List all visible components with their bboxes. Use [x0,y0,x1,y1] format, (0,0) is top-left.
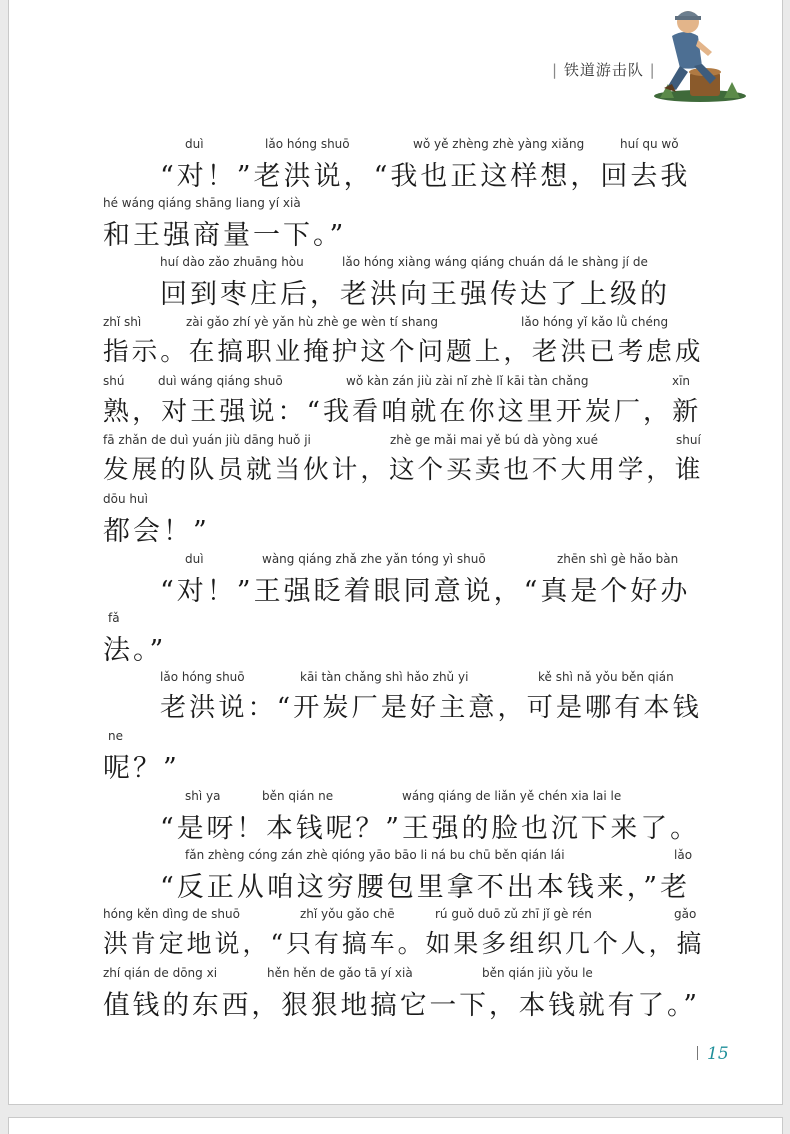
pinyin-annotation: ne [108,729,123,743]
pinyin-annotation: gǎo [674,907,697,921]
chinese-text: “是呀！本钱呢？”王强的脸也沉下来了。 [160,813,700,844]
header-bar-left: | [552,61,559,79]
chinese-text: 老洪说：“开炭厂是好主意，可是哪有本钱 [160,693,702,723]
book-title: 铁道游击队 [563,61,644,79]
chinese-text: 值钱的东西，狠狠地搞它一下，本钱就有了。” [103,990,701,1021]
pinyin-annotation: lǎo hóng xiàng wáng qiáng chuán dá le shàng jí de [342,255,648,269]
pinyin-annotation: wǒ yě zhèng zhè yàng xiǎng [413,137,585,151]
pinyin-annotation: shú [103,374,125,388]
chinese-text: 和王强商量一下。” [103,220,347,251]
folio-divider [697,1046,698,1060]
pinyin-annotation: wàng qiáng zhǎ zhe yǎn tóng yì shuō [262,552,486,566]
pinyin-annotation: huí qu wǒ [620,137,679,151]
pinyin-annotation: rú guǒ duō zǔ zhī jǐ gè rén [435,907,592,921]
chinese-text: 指示。在搞职业掩护这个问题上，老洪已考虑成 [103,337,704,367]
text-line [0,907,790,967]
text-line [0,433,790,493]
pinyin-annotation: fǎn zhèng cóng zán zhè qióng yāo bāo li ná bu chū běn qián lái [185,848,565,862]
pinyin-annotation: lǎo hóng shuō [265,137,350,151]
text-line [0,789,790,849]
text-line [0,670,790,730]
text-line [0,255,790,315]
pinyin-annotation: duì [185,137,204,151]
chinese-text: 回到枣庄后，老洪向王强传达了上级的 [160,279,670,310]
pinyin-annotation: zài gǎo zhí yè yǎn hù zhè ge wèn tí shang [186,315,438,329]
next-page-edge [8,1117,783,1134]
pinyin-annotation: zhí qián de dōng xi [103,966,218,980]
text-line [0,729,790,789]
pinyin-annotation: huí dào zǎo zhuāng hòu [160,255,304,269]
pinyin-annotation: shì ya [185,789,221,803]
pinyin-annotation: hóng kěn dìng de shuō [103,907,240,921]
text-line [0,848,790,908]
chinese-text: 呢？” [103,753,180,784]
pinyin-annotation: zhǐ shì [103,315,142,329]
pinyin-annotation: běn qián ne [262,789,334,803]
pinyin-annotation: zhè ge mǎi mai yě bú dà yòng xué [390,433,598,447]
chinese-text: 都会！” [103,516,210,547]
pinyin-annotation: duì wáng qiáng shuō [158,374,283,388]
page-number: 15 [707,1044,729,1064]
pinyin-annotation: hěn hěn de gǎo tā yí xià [267,966,413,980]
pinyin-annotation: lǎo hóng shuō [160,670,245,684]
chinese-text: 法。” [103,635,167,666]
pinyin-annotation: shuí [676,433,701,447]
pinyin-annotation: kāi tàn chǎng shì hǎo zhǔ yi [300,670,469,684]
text-line [0,492,790,552]
guerrilla-illustration [650,0,750,104]
pinyin-annotation: fǎ [108,611,120,625]
pinyin-annotation: hé wáng qiáng shāng liang yí xià [103,196,301,210]
pinyin-annotation: běn qián jiù yǒu le [482,966,593,980]
pinyin-annotation: wǒ kàn zán jiù zài nǐ zhè lǐ kāi tàn chǎng [346,374,589,388]
pinyin-annotation: zhǐ yǒu gǎo chē [300,907,395,921]
pinyin-annotation: kě shì nǎ yǒu běn qián [538,670,674,684]
chinese-text: 发展的队员就当伙计，这个买卖也不大用学，谁 [103,455,704,485]
header-bar-right: | [649,61,656,79]
chinese-text: “反正从咱这穷腰包里拿不出本钱来，”老 [160,872,691,903]
text-line [0,552,790,612]
chinese-text: 洪肯定地说，“只有搞车。如果多组织几个人，搞 [103,929,705,958]
pinyin-annotation: xīn [672,374,691,388]
pinyin-annotation: duì [185,552,204,566]
text-line [0,374,790,434]
pinyin-annotation: dōu huì [103,492,148,506]
chinese-text: 熟，对王强说：“我看咱就在你这里开炭厂，新 [103,397,702,427]
chinese-text: “对！”王强眨着眼同意说，“真是个好办 [160,576,691,607]
text-line [0,966,790,1026]
pinyin-annotation: zhēn shì gè hǎo bàn [557,552,679,566]
chinese-text: “对！”老洪说，“我也正这样想，回去我 [160,161,691,192]
pinyin-annotation: lǎo [674,848,693,862]
text-line [0,611,790,671]
pinyin-annotation: fā zhǎn de duì yuán jiù dāng huǒ ji [103,433,311,447]
pinyin-annotation: wáng qiáng de liǎn yě chén xia lai le [402,789,622,803]
running-header [552,59,656,80]
text-line [0,137,790,197]
text-line [0,315,790,375]
pinyin-annotation: lǎo hóng yǐ kǎo lǜ chéng [521,315,669,329]
text-line [0,196,790,256]
